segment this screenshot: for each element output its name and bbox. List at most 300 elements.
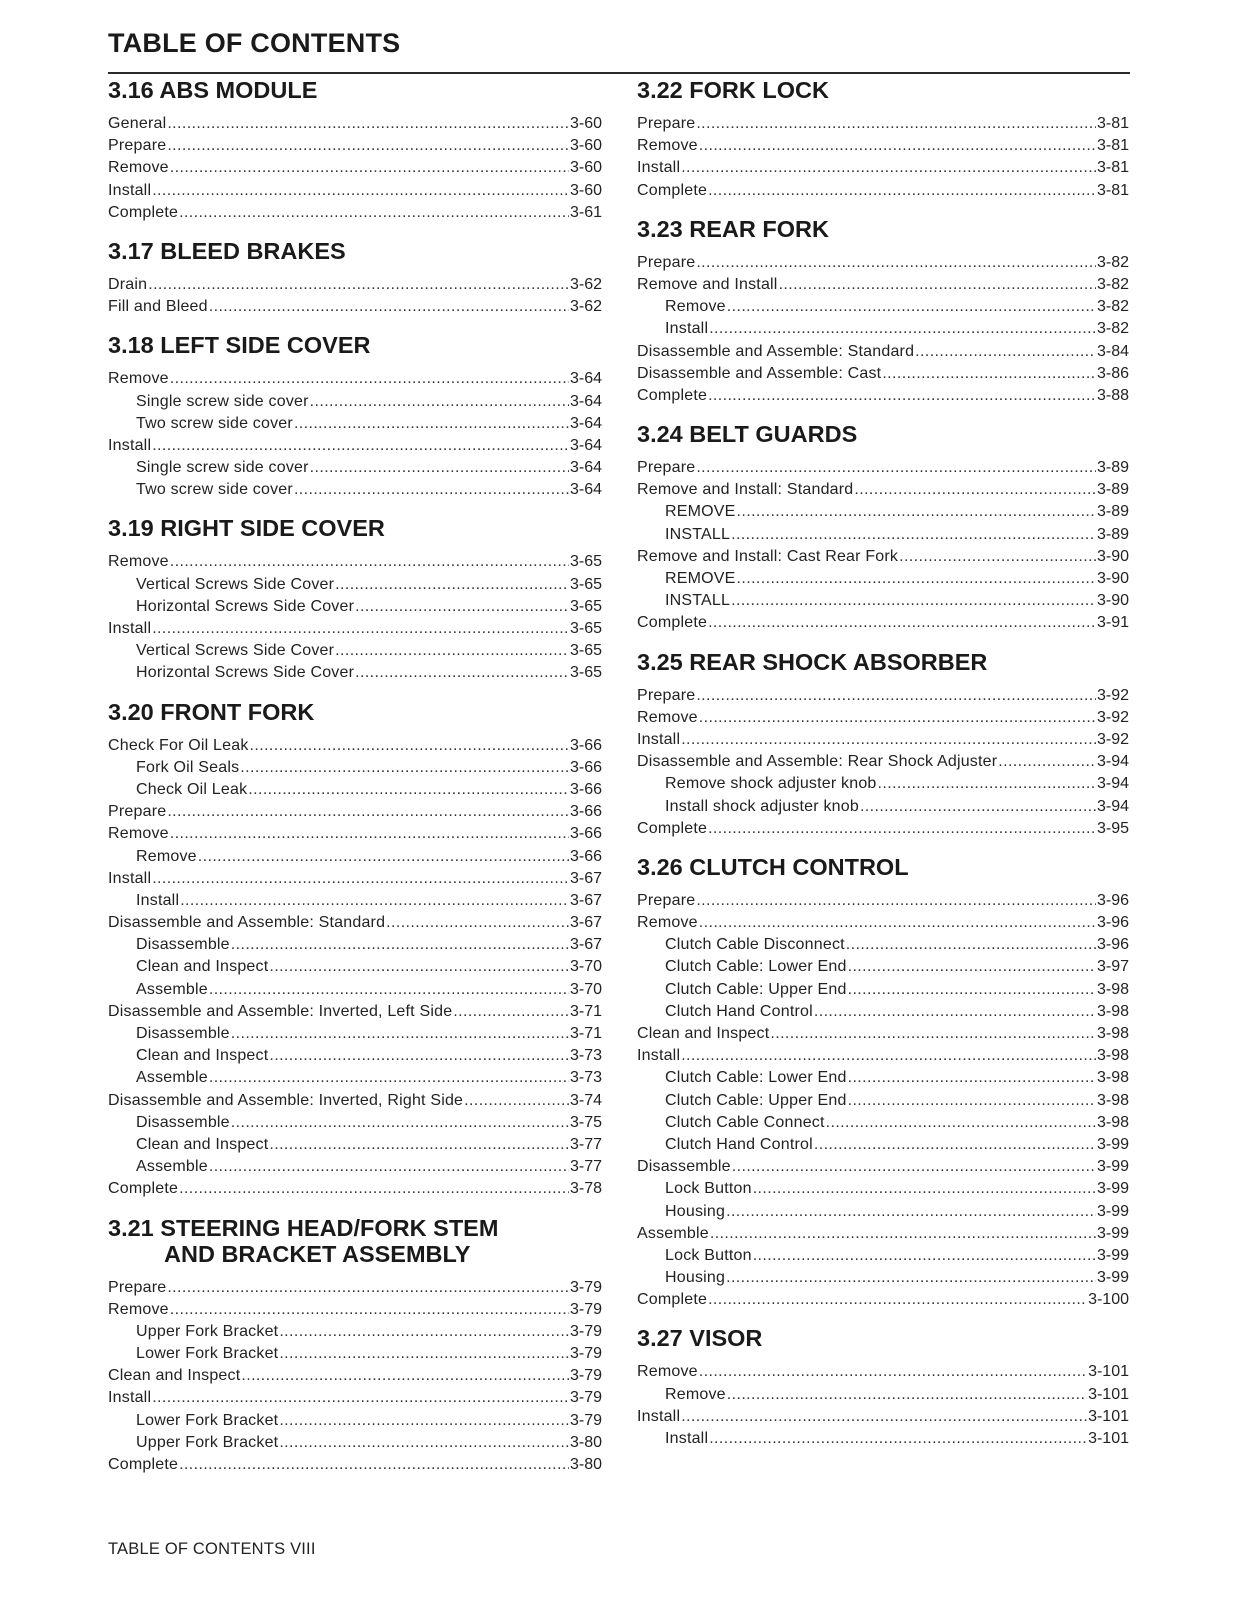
toc-entry[interactable]	[108, 1090, 602, 1112]
toc-entry-page-number: 3-66	[569, 847, 602, 865]
toc-entry-label: Remove shock adjuster knob	[665, 775, 877, 793]
section-heading-text: 3.23 REAR FORK	[637, 215, 829, 242]
toc-entry-label: Install	[637, 1407, 681, 1425]
toc-entry-label: REMOVE	[665, 503, 736, 521]
toc-subentry[interactable]	[637, 1384, 1129, 1406]
toc-entry-label: Assemble	[637, 1224, 709, 1242]
toc-entry-label: INSTALL	[665, 592, 731, 610]
dot-leader	[310, 391, 569, 413]
toc-subentry[interactable]	[637, 1001, 1129, 1023]
toc-entry-label: Fork Oil Seals	[136, 758, 240, 776]
toc-entry-page-number: 3-94	[1096, 797, 1129, 815]
toc-entry-page-number: 3-89	[1096, 503, 1129, 521]
toc-entry-page-number: 3-67	[569, 914, 602, 932]
toc-entry-page-number: 3-94	[1096, 753, 1129, 771]
page-title: TABLE OF CONTENTS	[108, 28, 401, 58]
dot-leader	[848, 956, 1096, 978]
toc-entry-label: Remove	[637, 1363, 698, 1381]
toc-entry-label: Disassemble and Assemble: Cast	[637, 364, 882, 382]
dot-leader	[355, 662, 569, 684]
toc-entry[interactable]	[108, 1299, 602, 1321]
dot-leader	[152, 180, 569, 202]
toc-subentry[interactable]	[637, 1112, 1129, 1134]
toc-entry-page-number: 3-62	[569, 298, 602, 316]
toc-entry-page-number: 3-61	[569, 203, 602, 221]
toc-entry-label: Lower Fork Bracket	[136, 1345, 279, 1363]
toc-entry[interactable]	[637, 385, 1129, 407]
section-heading[interactable]	[637, 216, 1129, 242]
toc-entry-page-number: 3-101	[1088, 1385, 1129, 1403]
toc-entry-label: Remove	[108, 159, 169, 177]
toc-subentry[interactable]	[108, 391, 602, 413]
toc-entry-page-number: 3-101	[1088, 1430, 1129, 1447]
toc-entry-label: Lock Button	[665, 1180, 752, 1198]
toc-subentry[interactable]	[108, 890, 602, 912]
toc-entry[interactable]	[637, 707, 1129, 729]
toc-subentry[interactable]	[108, 1410, 602, 1432]
dot-leader	[732, 1156, 1096, 1178]
toc-entry-page-number: 3-84	[1096, 342, 1129, 360]
dot-leader	[681, 157, 1096, 179]
toc-entry[interactable]	[108, 868, 602, 890]
toc-entry-label: Upper Fork Bracket	[136, 1433, 279, 1451]
toc-entry-label: Two screw side cover	[136, 414, 293, 432]
toc-entry-page-number: 3-101	[1088, 1363, 1129, 1381]
toc-entry[interactable]	[637, 729, 1129, 751]
toc-entry[interactable]	[108, 823, 602, 845]
toc-entry-page-number: 3-75	[569, 1113, 602, 1131]
toc-entry-label: Housing	[665, 1202, 726, 1220]
toc-entry-page-number: 3-81	[1096, 137, 1129, 155]
toc-entry-page-number: 3-79	[569, 1367, 602, 1385]
dot-leader	[170, 368, 569, 390]
toc-entry-page-number: 3-90	[1096, 547, 1129, 565]
toc-subentry[interactable]	[637, 1245, 1129, 1267]
toc-entry-page-number: 3-96	[1096, 936, 1129, 954]
toc-entry-label: Prepare	[108, 137, 167, 155]
toc-entry-label: Clutch Cable Connect	[665, 1113, 825, 1131]
toc-subentry[interactable]	[108, 1023, 602, 1045]
toc-subentry[interactable]	[637, 1178, 1129, 1200]
toc-subentry[interactable]	[637, 568, 1129, 590]
toc-entry[interactable]	[637, 180, 1129, 202]
toc-entry-page-number: 3-82	[1096, 253, 1129, 271]
toc-entry-page-number: 3-71	[569, 1002, 602, 1020]
dot-leader	[167, 1277, 569, 1299]
toc-entry-page-number: 3-73	[569, 1047, 602, 1065]
toc-subentry[interactable]	[108, 479, 602, 501]
toc-entry-label: Remove and Install	[637, 275, 778, 293]
dot-leader	[152, 435, 569, 457]
toc-entry-page-number: 3-66	[569, 825, 602, 843]
toc-entry-label: Housing	[665, 1269, 726, 1287]
toc-entry[interactable]	[108, 274, 602, 296]
dot-leader	[699, 707, 1096, 729]
toc-entry[interactable]	[108, 618, 602, 640]
toc-entry-page-number: 3-99	[1096, 1135, 1129, 1153]
dot-leader	[882, 363, 1096, 385]
section-heading[interactable]	[108, 332, 602, 358]
toc-subentry[interactable]	[108, 956, 602, 978]
toc-subentry[interactable]	[637, 1067, 1129, 1089]
toc-entry-label: Disassemble and Assemble: Standard	[108, 914, 386, 932]
section-heading-text-line2: AND BRACKET ASSEMBLY	[164, 1240, 471, 1267]
toc-entry[interactable]	[637, 157, 1129, 179]
toc-entry[interactable]	[637, 1045, 1129, 1067]
toc-entry[interactable]	[637, 363, 1129, 385]
toc-entry-label: Prepare	[637, 891, 696, 909]
toc-section	[637, 216, 1129, 407]
dot-leader	[152, 618, 569, 640]
toc-entry[interactable]	[637, 1223, 1129, 1245]
toc-subentry[interactable]	[637, 1134, 1129, 1156]
toc-column-left	[108, 74, 602, 1476]
toc-entry[interactable]	[637, 479, 1129, 501]
toc-entry-label: Disassemble and Assemble: Inverted, Right Side	[108, 1091, 464, 1109]
dot-leader	[681, 1406, 1087, 1428]
dot-leader	[727, 296, 1096, 318]
section-heading[interactable]	[108, 1215, 602, 1267]
toc-entry-label: Clutch Cable Disconnect	[665, 936, 845, 954]
toc-entry-page-number: 3-64	[569, 392, 602, 410]
dot-leader	[167, 135, 569, 157]
toc-entry-label: Assemble	[136, 1158, 208, 1176]
dot-leader	[731, 590, 1096, 612]
toc-subentry[interactable]	[108, 934, 602, 956]
toc-subentry[interactable]	[108, 1045, 602, 1067]
toc-entry-page-number: 3-96	[1096, 914, 1129, 932]
dot-leader	[753, 1178, 1096, 1200]
dot-leader	[826, 1112, 1096, 1134]
toc-subentry[interactable]	[637, 1201, 1129, 1223]
toc-entry-page-number: 3-67	[569, 869, 602, 887]
dot-leader	[179, 1454, 569, 1476]
toc-entry-label: Install	[108, 181, 152, 199]
toc-entry-label: Complete	[108, 1180, 179, 1198]
toc-entry[interactable]	[108, 1387, 602, 1409]
section-heading[interactable]	[637, 649, 1129, 675]
toc-entry-label: Disassemble	[136, 936, 230, 954]
dot-leader	[170, 551, 569, 573]
toc-entry-label: Complete	[108, 1456, 179, 1473]
dot-leader	[708, 385, 1096, 407]
dot-leader	[737, 501, 1096, 523]
toc-entry-page-number: 3-99	[1096, 1224, 1129, 1242]
toc-entry[interactable]	[108, 912, 602, 934]
page-footer: TABLE OF CONTENTS VIII	[108, 1540, 316, 1558]
toc-entry[interactable]	[637, 252, 1129, 274]
toc-entry[interactable]	[637, 1289, 1129, 1311]
toc-subentry[interactable]	[637, 934, 1129, 956]
toc-entry-page-number: 3-60	[569, 115, 602, 132]
toc-entry-label: Install	[108, 620, 152, 637]
toc-entry-label: Prepare	[108, 1278, 167, 1296]
dot-leader	[854, 479, 1096, 501]
dot-leader	[386, 912, 569, 934]
section-heading-text: 3.24 BELT GUARDS	[637, 421, 858, 448]
toc-entry-label: Install shock adjuster knob	[665, 797, 859, 815]
toc-entry-page-number: 3-79	[569, 1345, 602, 1363]
toc-entry-page-number: 3-65	[569, 620, 602, 637]
toc-entry[interactable]	[108, 135, 602, 157]
section-heading-text: 3.20 FRONT FORK	[108, 698, 315, 725]
toc-entry-label: Clean and Inspect	[108, 1367, 241, 1385]
section-heading[interactable]	[637, 421, 1129, 447]
toc-entry[interactable]	[637, 612, 1129, 634]
toc-subentry[interactable]	[637, 296, 1129, 318]
toc-entry-page-number: 3-67	[569, 936, 602, 954]
toc-entry[interactable]	[108, 1178, 602, 1200]
toc-entry-label: Prepare	[637, 459, 696, 477]
toc-entry[interactable]	[108, 157, 602, 179]
toc-entry-page-number: 3-92	[1096, 708, 1129, 726]
toc-subentry[interactable]	[108, 457, 602, 479]
toc-entry-label: Disassemble and Assemble: Inverted, Left Side	[108, 1002, 453, 1020]
toc-subentry[interactable]	[108, 779, 602, 801]
toc-entry-page-number: 3-99	[1096, 1246, 1129, 1264]
toc-entry-label: Remove	[665, 298, 726, 316]
toc-entry-page-number: 3-65	[569, 597, 602, 615]
toc-entry[interactable]	[637, 818, 1129, 840]
section-heading[interactable]	[108, 238, 602, 264]
toc-entry-page-number: 3-78	[569, 1180, 602, 1198]
section-heading-text: 3.18 LEFT SIDE COVER	[108, 332, 371, 359]
dot-leader	[209, 1067, 569, 1089]
toc-entry[interactable]	[108, 180, 602, 202]
toc-entry[interactable]	[637, 890, 1129, 912]
toc-section	[637, 854, 1129, 1312]
dot-leader	[848, 979, 1096, 1001]
dot-leader	[860, 796, 1096, 818]
toc-entry-page-number: 3-91	[1096, 614, 1129, 632]
dot-leader	[726, 1267, 1096, 1289]
dot-leader	[170, 157, 569, 179]
toc-entry-page-number: 3-65	[569, 575, 602, 593]
toc-entry-page-number: 3-98	[1096, 1069, 1129, 1087]
toc-entry-label: Complete	[637, 386, 708, 404]
toc-entry[interactable]	[108, 735, 602, 757]
toc-subentry[interactable]	[108, 413, 602, 435]
toc-entry-page-number: 3-62	[569, 275, 602, 293]
toc-entry-page-number: 3-80	[569, 1433, 602, 1451]
toc-entry[interactable]	[108, 1454, 602, 1476]
toc-subentry[interactable]	[637, 318, 1129, 340]
toc-subentry[interactable]	[108, 1134, 602, 1156]
toc-entry-page-number: 3-65	[569, 642, 602, 660]
toc-entry[interactable]	[108, 368, 602, 390]
dot-leader	[294, 479, 569, 501]
dot-leader	[167, 113, 569, 135]
toc-entry-page-number: 3-99	[1096, 1269, 1129, 1287]
toc-entry[interactable]	[637, 1156, 1129, 1178]
toc-entry-page-number: 3-98	[1096, 1047, 1129, 1065]
toc-entry[interactable]	[637, 113, 1129, 135]
toc-entry-page-number: 3-64	[569, 370, 602, 388]
toc-subentry[interactable]	[108, 574, 602, 596]
toc-entry-label: Remove and Install: Cast Rear Fork	[637, 547, 899, 565]
toc-entry[interactable]	[637, 546, 1129, 568]
toc-entry-label: Complete	[637, 819, 708, 837]
toc-subentry[interactable]	[108, 596, 602, 618]
toc-section	[637, 421, 1129, 635]
toc-entry-label: Clean and Inspect	[637, 1025, 770, 1042]
dot-leader	[731, 524, 1096, 546]
toc-entry-page-number: 3-88	[1096, 386, 1129, 404]
toc-entry[interactable]	[108, 551, 602, 573]
section-heading[interactable]	[108, 699, 602, 725]
toc-entry-page-number: 3-98	[1096, 1002, 1129, 1020]
toc-subentry[interactable]	[637, 1428, 1129, 1450]
toc-entry[interactable]	[108, 1277, 602, 1299]
toc-entry-page-number: 3-92	[1096, 686, 1129, 704]
toc-entry-page-number: 3-96	[1096, 891, 1129, 909]
toc-subentry[interactable]	[108, 1156, 602, 1178]
toc-entry-page-number: 3-92	[1096, 730, 1129, 748]
dot-leader	[179, 1178, 569, 1200]
toc-entry-page-number: 3-66	[569, 758, 602, 776]
toc-entry[interactable]	[637, 457, 1129, 479]
dot-leader	[710, 1223, 1096, 1245]
toc-subentry[interactable]	[637, 796, 1129, 818]
toc-entry-label: INSTALL	[665, 525, 731, 543]
toc-entry-label: Prepare	[637, 686, 696, 704]
dot-leader	[681, 1045, 1096, 1067]
toc-entry[interactable]	[637, 912, 1129, 934]
toc-entry-label: Clean and Inspect	[136, 1135, 269, 1153]
toc-entry[interactable]	[637, 135, 1129, 157]
toc-section	[108, 77, 602, 224]
dot-leader	[709, 1428, 1087, 1450]
toc-entry[interactable]	[108, 435, 602, 457]
toc-entry[interactable]	[108, 113, 602, 135]
toc-entry-label: Clutch Cable: Lower End	[665, 958, 847, 976]
toc-entry-page-number: 3-82	[1096, 298, 1129, 316]
toc-subentry[interactable]	[637, 1090, 1129, 1112]
toc-entry[interactable]	[108, 202, 602, 224]
toc-entry-label: Check For Oil Leak	[108, 736, 249, 754]
toc-subentry[interactable]	[637, 773, 1129, 795]
toc-subentry[interactable]	[108, 1112, 602, 1134]
toc-entry[interactable]	[637, 274, 1129, 296]
toc-entry-label: Install	[637, 159, 681, 177]
dot-leader	[170, 823, 569, 845]
toc-entry-label: Disassemble and Assemble: Rear Shock Adjuster	[637, 753, 998, 771]
toc-entry-label: Install	[136, 891, 180, 909]
toc-entry[interactable]	[108, 1001, 602, 1023]
toc-subentry[interactable]	[637, 979, 1129, 1001]
toc-entry-page-number: 3-77	[569, 1158, 602, 1176]
toc-entry-label: Remove	[108, 370, 169, 388]
toc-subentry[interactable]	[108, 1432, 602, 1454]
toc-subentry[interactable]	[108, 1321, 602, 1343]
toc-subentry[interactable]	[637, 590, 1129, 612]
toc-entry-label: Clutch Cable: Upper End	[665, 1091, 847, 1109]
section-heading[interactable]	[637, 77, 1129, 103]
dot-leader	[708, 612, 1096, 634]
toc-section	[637, 649, 1129, 840]
toc-subentry[interactable]	[108, 1067, 602, 1089]
toc-entry[interactable]	[108, 1365, 602, 1387]
toc-entry-label: Assemble	[136, 1069, 208, 1087]
toc-entry-page-number: 3-60	[569, 159, 602, 177]
section-heading[interactable]	[108, 515, 602, 541]
toc-subentry[interactable]	[108, 640, 602, 662]
toc-entry-label: Remove	[108, 1300, 169, 1318]
toc-entry[interactable]	[637, 341, 1129, 363]
toc-subentry[interactable]	[637, 1267, 1129, 1289]
toc-entry-label: Two screw side cover	[136, 481, 293, 499]
toc-entry[interactable]	[108, 296, 602, 318]
toc-entry-page-number: 3-90	[1096, 570, 1129, 587]
toc-entry[interactable]	[637, 1023, 1129, 1045]
dot-leader	[335, 574, 569, 596]
section-heading-text: 3.26 CLUTCH CONTROL	[637, 853, 909, 880]
toc-entry[interactable]	[637, 1361, 1129, 1383]
toc-subentry[interactable]	[637, 524, 1129, 546]
dot-leader	[335, 640, 569, 662]
toc-subentry[interactable]	[108, 662, 602, 684]
dot-leader	[248, 779, 569, 801]
toc-entry-page-number: 3-65	[569, 553, 602, 571]
dot-leader	[167, 801, 569, 823]
section-heading[interactable]	[637, 854, 1129, 880]
dot-leader	[152, 868, 569, 890]
dot-leader	[814, 1001, 1096, 1023]
toc-entry-page-number: 3-98	[1096, 1113, 1129, 1131]
dot-leader	[737, 568, 1096, 590]
section-heading[interactable]	[108, 77, 602, 103]
dot-leader	[231, 1023, 569, 1045]
toc-entry-label: Disassemble	[136, 1113, 230, 1131]
dot-leader	[269, 1134, 569, 1156]
toc-subentry[interactable]	[108, 846, 602, 868]
dot-leader	[241, 1365, 569, 1387]
section-heading-text: 3.27 VISOR	[637, 1325, 763, 1352]
toc-entry-label: Install	[108, 869, 152, 887]
toc-entry-page-number: 3-77	[569, 1135, 602, 1153]
toc-entry-label: Complete	[637, 1291, 708, 1309]
dot-leader	[240, 757, 569, 779]
toc-entry[interactable]	[637, 1406, 1129, 1428]
toc-entry[interactable]	[637, 685, 1129, 707]
toc-entry-page-number: 3-64	[569, 414, 602, 432]
toc-entry-page-number: 3-89	[1096, 525, 1129, 543]
dot-leader	[696, 113, 1096, 135]
toc-subentry[interactable]	[108, 1343, 602, 1365]
toc-subentry[interactable]	[108, 979, 602, 1001]
toc-entry-page-number: 3-86	[1096, 364, 1129, 382]
toc-subentry[interactable]	[108, 757, 602, 779]
dot-leader	[179, 202, 569, 224]
section-heading-text: 3.25 REAR SHOCK ABSORBER	[637, 648, 988, 675]
dot-leader	[753, 1245, 1096, 1267]
toc-entry[interactable]	[108, 801, 602, 823]
section-heading[interactable]	[637, 1325, 1129, 1351]
toc-entry-page-number: 3-101	[1088, 1407, 1129, 1425]
toc-entry[interactable]	[637, 751, 1129, 773]
toc-section	[637, 1325, 1129, 1450]
toc-section	[108, 1215, 602, 1477]
toc-entry-page-number: 3-94	[1096, 775, 1129, 793]
dot-leader	[148, 274, 569, 296]
dot-leader	[696, 457, 1096, 479]
dot-leader	[709, 318, 1096, 340]
toc-entry-page-number: 3-67	[569, 891, 602, 909]
toc-subentry[interactable]	[637, 501, 1129, 523]
toc-entry-label: Install	[637, 1047, 681, 1065]
toc-subentry[interactable]	[637, 956, 1129, 978]
toc-entry-page-number: 3-66	[569, 780, 602, 798]
